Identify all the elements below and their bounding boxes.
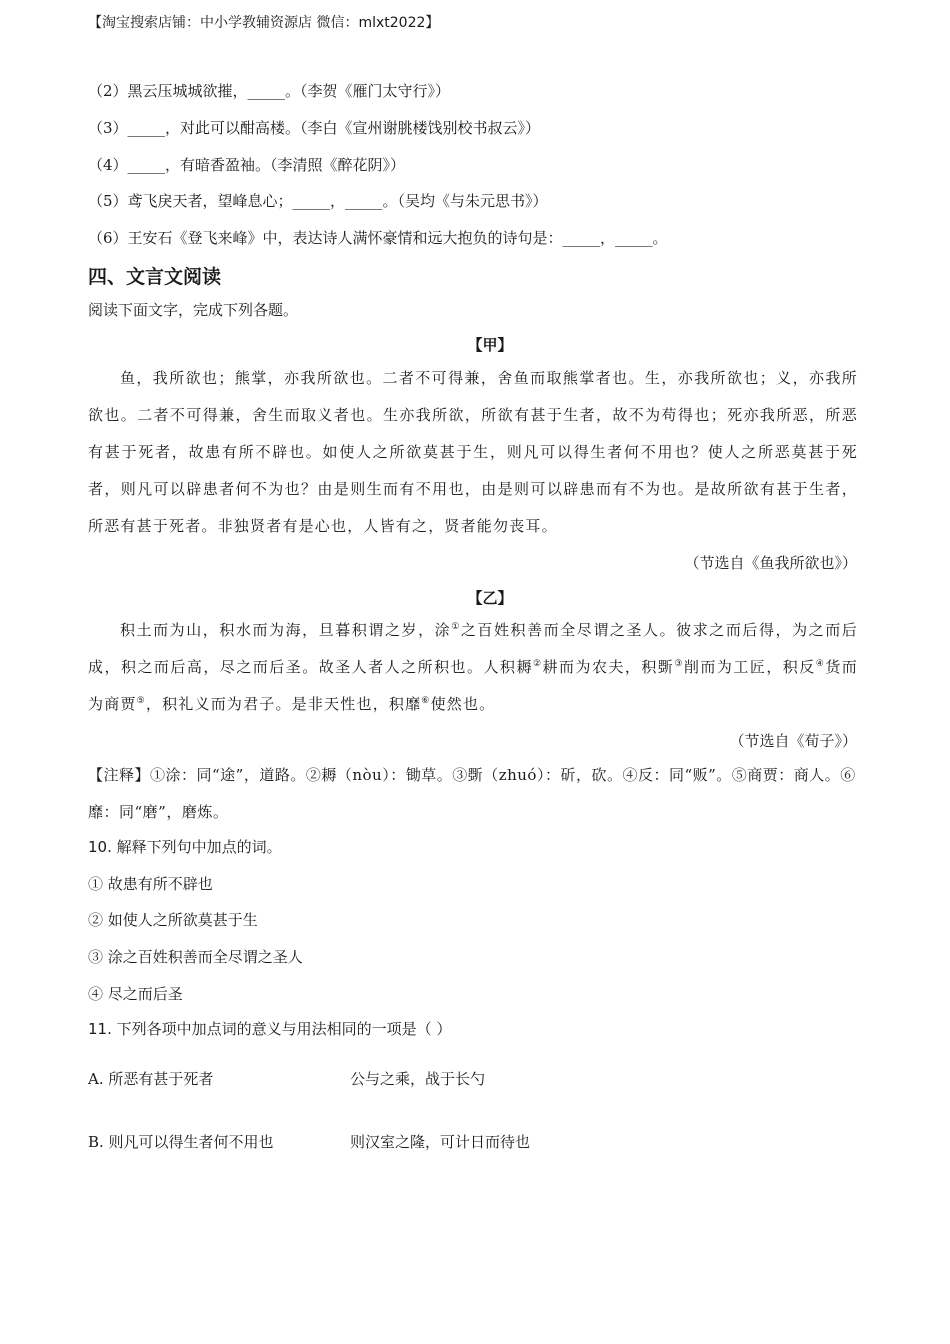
reading-instruction: 阅读下面文字，完成下列各题。: [88, 301, 299, 319]
q11-option-b-right: 则汉室之隆，可计日而待也: [350, 1133, 531, 1151]
question-10-title: 10. 解释下列句中加点的词。: [88, 838, 282, 856]
note-mark: ①: [451, 622, 461, 632]
q10-item-4: ④ 尽之而后圣: [88, 985, 183, 1003]
passage-yi-source: （节选自《荀子》）: [729, 732, 857, 750]
fill-item-3: （3）_____，对此可以酣高楼。（李白《宣州谢朓楼饯别校书叔云》）: [88, 119, 541, 137]
fill-item-6: （6）王安石《登飞来峰》中，表达诗人满怀豪情和远大抱负的诗句是：_____，_____。: [88, 229, 668, 247]
passage-jia-label: 【甲】: [467, 336, 513, 354]
question-11-title: 11. 下列各项中加点词的意义与用法相同的一项是（ ）: [88, 1020, 452, 1038]
passage-jia: [88, 360, 858, 545]
page-header: 【淘宝搜索店铺：中小学教辅资源店 微信：mlxt2022】: [88, 15, 440, 31]
fill-item-4: （4）_____，有暗香盈袖。（李清照《醉花阴》）: [88, 156, 406, 174]
annotation-note: 【注释】①涂：同“途”，道路。②耨（nòu）：锄草。③斲（zhuó）：斫，砍。④反：同“贩”。⑤商贾：商人。⑥靡：同“磨”，磨炼。: [88, 766, 856, 821]
q11-option-a-right: 公与之乘，战于长勺: [350, 1070, 486, 1088]
passage-jia-source: （节选自《鱼我所欲也》）: [684, 554, 857, 572]
passage-yi-label: 【乙】: [467, 589, 513, 607]
fill-item-5: （5）鸢飞戾天者，望峰息心；_____，_____。（吴均《与朱元思书》）: [88, 192, 548, 210]
q10-item-2: ② 如使人之所欲莫甚于生: [88, 911, 258, 929]
fill-item-2: （2）黑云压城城欲摧，_____。（李贺《雁门太守行》）: [88, 82, 451, 100]
passage-yi-text: 积土而为山，积水而为海，旦暮积谓之岁，涂①之百姓积善而全尽谓之圣人。彼求之而后得，为之而后成，积之而后高，尽之而后圣。故圣人者人之所积也。人积耨②耕而为农夫，积斲③削而为工匠，积反④货而为商贾⑤，积礼义而为君子。是非天性也，积靡⑥使然也。: [88, 621, 859, 713]
passage-yi: [88, 612, 858, 723]
note-mark: ⑥: [421, 696, 431, 706]
passage-jia-text: 鱼，我所欲也；熊掌，亦我所欲也。二者不可得兼，舍鱼而取熊掌者也。生，亦我所欲也；义，亦我所欲也。二者不可得兼，舍生而取义者也。生亦我所欲，所欲有甚于生者，故不为苟得也；死亦我所恶，所恶有甚于死者，故患有所不辟也。如使人之所欲莫甚于生，则凡可以得生者何不用也？使人之所恶莫甚于死者，则凡可以辟患者何不为也？由是则生而有不用也，由是则可以辟患而有不为也。是故所欲有甚于生者，所恶有甚于死者。非独贤者有是心也，人皆有之，贤者能勿丧耳。: [88, 369, 858, 535]
note-mark: ④: [815, 659, 826, 669]
q11-option-b-left: B. 则凡可以得生者何不用也: [88, 1133, 274, 1151]
note-mark: ⑤: [136, 696, 146, 706]
note-mark: ②: [532, 659, 543, 669]
section-title: 四、文言文阅读: [88, 266, 222, 288]
q11-option-a-left: A. 所恶有甚于死者: [88, 1070, 214, 1088]
q10-item-1: ① 故患有所不辟也: [88, 875, 213, 893]
note-mark: ③: [674, 659, 684, 669]
q10-item-3: ③ 涂之百姓积善而全尽谓之圣人: [88, 948, 303, 966]
